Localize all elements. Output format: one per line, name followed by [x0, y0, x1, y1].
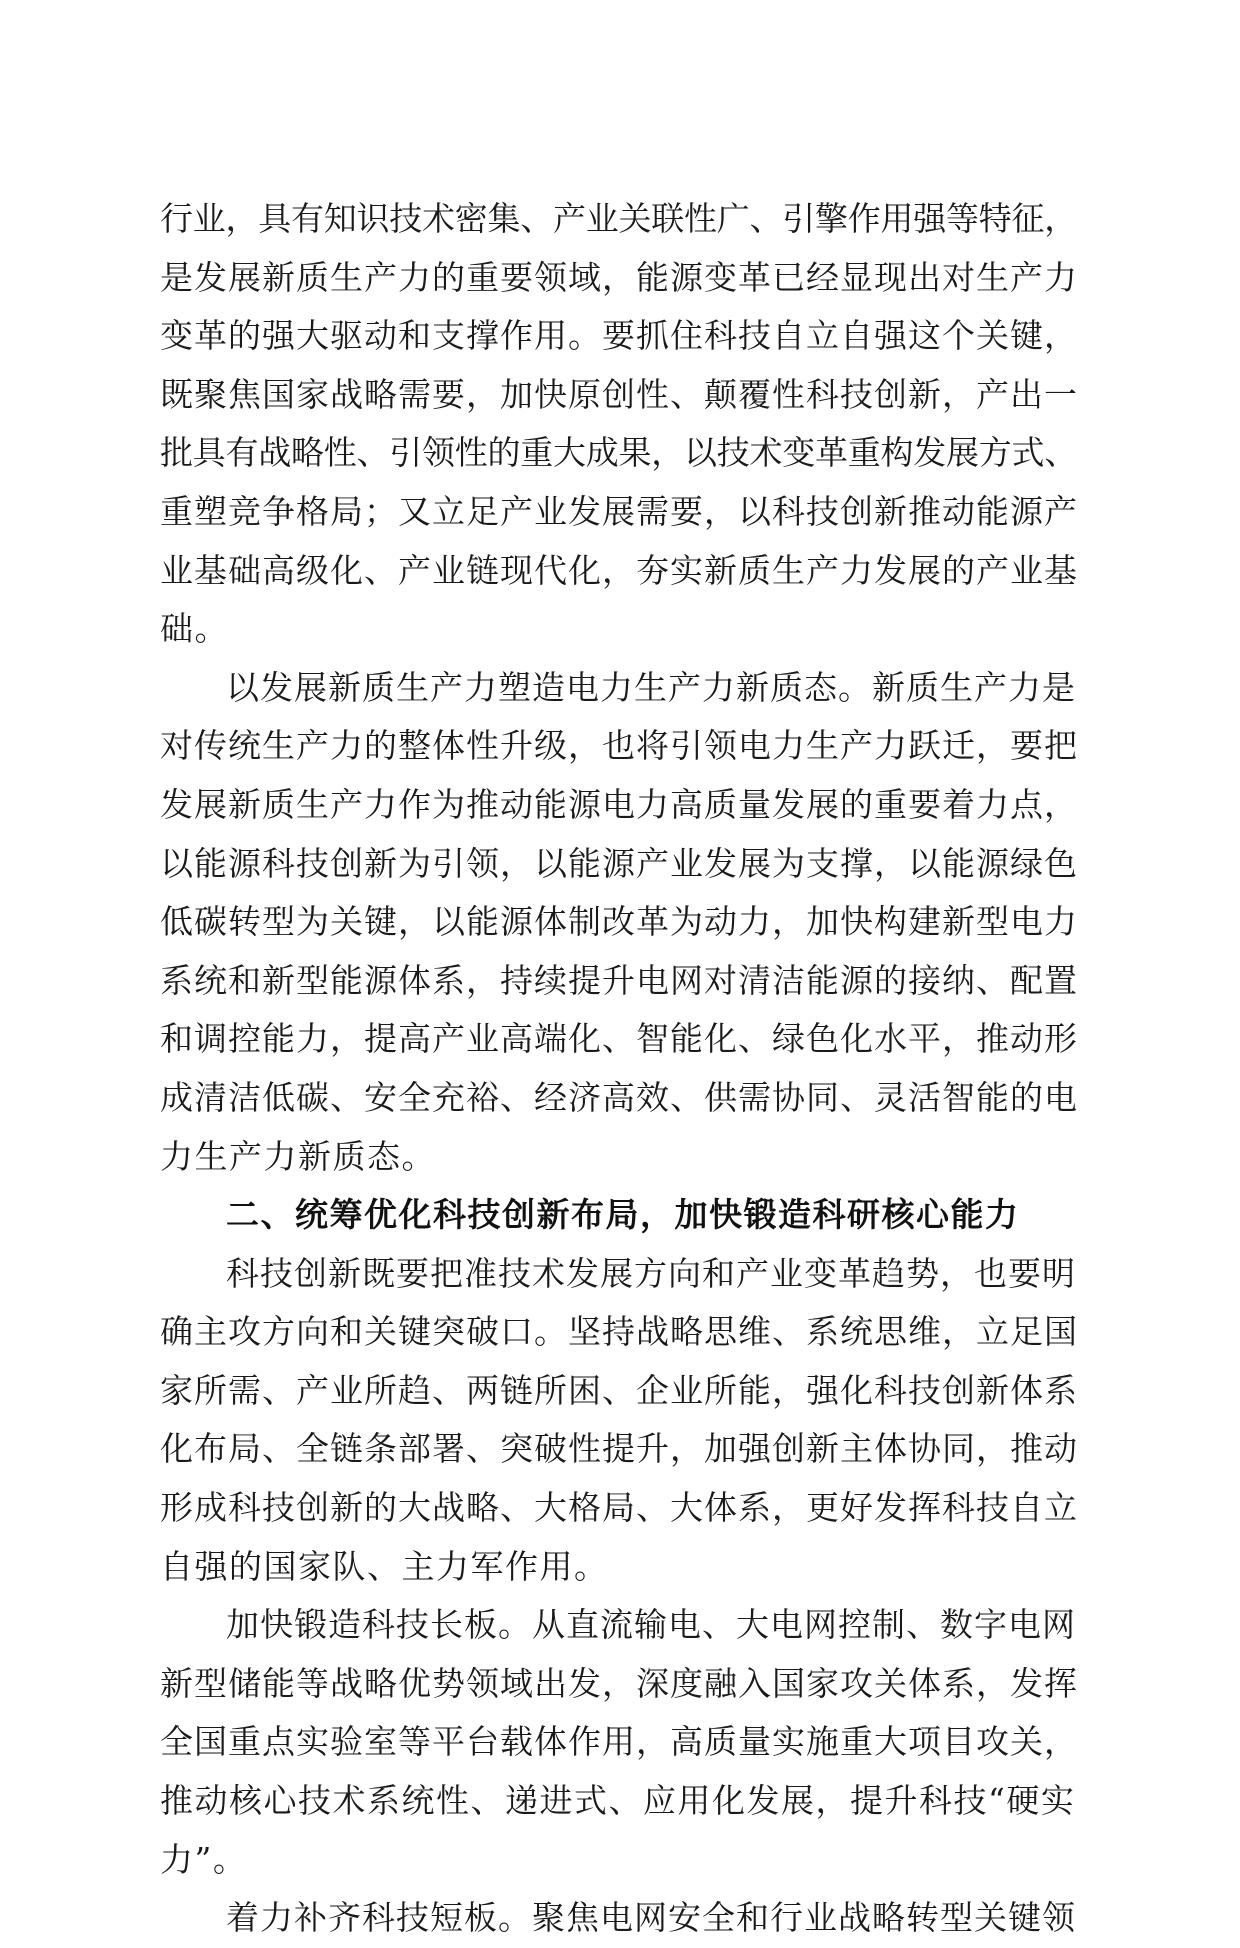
text-line: 对传统生产力的整体性升级，也将引领电力生产力跃迁，要把 — [160, 726, 1078, 766]
text-line: 行业，具有知识技术密集、产业关联性广、引擎作用强等特征， — [160, 199, 1077, 238]
text-line: 业基础高级化、产业链现代化，夯实新质生产力发展的产业基 — [160, 550, 1078, 590]
text-line: 确主攻方向和关键突破口。坚持战略思维、系统思维，立足国 — [160, 1312, 1078, 1352]
text-line: 新型储能等战略优势领域出发，深度融入国家攻关体系，发挥 — [160, 1663, 1078, 1703]
text-line: 全国重点实验室等平台载体作用，高质量实施重大项目攻关， — [160, 1722, 1078, 1762]
text-line: 发展新质生产力作为推动能源电力高质量发展的重要着力点， — [160, 784, 1078, 824]
text-line: 加快锻造科技长板。从直流输电、大电网控制、数字电网 — [226, 1605, 1076, 1645]
text-line: 化布局、全链条部署、突破性提升，加强创新主体协同，推动 — [160, 1429, 1078, 1469]
section-heading: 二、统筹优化科技创新布局，加快锻造科研核心能力 — [226, 1195, 1020, 1235]
text-line: 以能源科技创新为引领，以能源产业发展为支撑，以能源绿色 — [160, 843, 1078, 883]
document-page — [160, 190, 1080, 1948]
text-line: 家所需、产业所趋、两链所困、企业所能，强化科技创新体系 — [160, 1370, 1078, 1410]
text-line: 重塑竞争格局；又立足产业发展需要，以科技创新推动能源产 — [160, 491, 1078, 531]
text-line: 和调控能力，提高产业高端化、智能化、绿色化水平，推动形 — [160, 1019, 1078, 1059]
text-line: 力”。 — [160, 1839, 248, 1879]
text-line: 科技创新既要把准技术发展方向和产业变革趋势，也要明 — [226, 1253, 1076, 1293]
text-line: 变革的强大驱动和支撑作用。要抓住科技自立自强这个关键， — [160, 316, 1078, 356]
text-line: 础。 — [160, 609, 229, 649]
text-line: 自强的国家队、主力军作用。 — [160, 1546, 609, 1586]
text-line: 既聚焦国家战略需要，加快原创性、颠覆性科技创新，产出一 — [160, 374, 1078, 414]
text-line: 低碳转型为关键，以能源体制改革为动力，加快构建新型电力 — [160, 902, 1078, 942]
text-line: 着力补齐科技短板。聚焦电网安全和行业战略转型关键领 — [226, 1898, 1076, 1938]
text-line: 成清洁低碳、安全充裕、经济高效、供需协同、灵活智能的电 — [160, 1077, 1078, 1117]
text-line: 形成科技创新的大战略、大格局、大体系，更好发挥科技自立 — [160, 1488, 1078, 1528]
text-line: 是发展新质生产力的重要领域，能源变革已经显现出对生产力 — [160, 257, 1078, 297]
text-line: 以发展新质生产力塑造电力生产力新质态。新质生产力是 — [226, 667, 1076, 707]
text-line: 推动核心技术系统性、递进式、应用化发展，提升科技“硬实 — [160, 1781, 1076, 1821]
text-line: 系统和新型能源体系，持续提升电网对清洁能源的接纳、配置 — [160, 960, 1078, 1000]
text-line: 力生产力新质态。 — [160, 1136, 436, 1176]
text-line: 批具有战略性、引领性的重大成果，以技术变革重构发展方式、 — [160, 433, 1077, 473]
